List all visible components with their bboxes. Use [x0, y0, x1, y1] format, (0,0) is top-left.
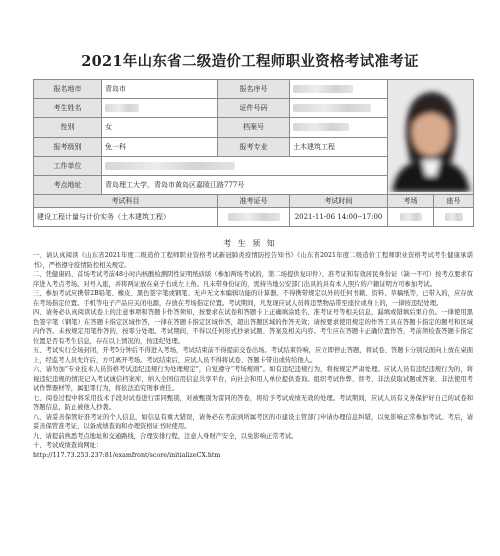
value-id-number	[290, 99, 388, 118]
notice-item: 二、凭健康码、首场考试考前48小时内核酸检测阴性证明纸质版（参加两场考试的，第二场提供复印件）、准考证和有效居民身份证（缺一不可）按考点要求有序进入考点考场。对号入座，并将两证放在桌子右成左上角。凡未带身份证的，需持当地公安部门出具的具有本人照片的户籍证明方可参加考试。	[33, 271, 473, 288]
header-seat: 座号	[434, 195, 474, 208]
notice-title: 考 生 须 知	[223, 239, 277, 248]
notice-item: 四、请务必认真阅读试卷上的注意事项和答题卡作答须知，按要求在试卷和答题卡上正确填涂姓名、准考证号等相关信息，漏填或错填后果自负。一律使用黑色签字笔（钢笔）在答题卡指定区域作答，一律在答题卡指定区域作答，超出答题区域的作答无效；请按要求使用规定的作答工具在答题卡指定的题号和区域内作答。未按规定用笔作答的，按零分处理。考试期间，不得以任何形式抄录试题、答案及相关内容。考生应在答题卡正确位置作答，考前须检查答题卡指定位置是否有考生信息，存在以上情况的，按违纪处理。	[33, 309, 473, 345]
exam-subject: 建设工程计量与计价实务（土木建筑工程）	[34, 208, 218, 227]
value-major: 土木建筑工程	[290, 137, 388, 156]
header-subject: 考试科目	[34, 195, 218, 208]
value-file-no	[290, 118, 388, 137]
label-reg-no: 报名序号	[218, 80, 290, 99]
value-employer	[102, 156, 388, 175]
notice-body	[33, 251, 473, 460]
value-level: 免一科	[102, 137, 218, 156]
label-city: 报名地市	[34, 80, 102, 99]
notice-item: 九、请提前熟悉考点地址和交通路线，合理安排行程，注意人身财产安全，以免影响正常考试。	[33, 432, 298, 440]
value-city: 青岛市	[102, 80, 218, 99]
label-id-number: 证件号码	[218, 99, 290, 118]
redacted-value	[105, 162, 235, 170]
exam-room	[388, 208, 434, 227]
redacted-value	[228, 213, 280, 221]
header-ticket-no: 准考证号	[218, 195, 290, 208]
label-level: 报考级别	[34, 137, 102, 156]
page-title: 2021年山东省二级造价工程师职业资格考试准考证	[81, 53, 419, 70]
label-file-no: 档案号	[218, 118, 290, 137]
notice-item: 七、阅卷过程中将采用技术手段对试卷进行雷同甄别，对被甄别为雷同的答卷，将给予考试成绩无效的处理。考试期间，应试人员有义务保护好自己的试卷和答题信息，防止被他人抄袭。	[33, 394, 473, 411]
value-exam-site: 青岛理工大学，青岛市黄岛区嘉陵江路777号	[102, 175, 388, 194]
value-reg-no	[290, 80, 388, 99]
redacted-value	[293, 123, 349, 131]
header-exam-time: 考试时间	[290, 195, 388, 208]
exam-seat	[434, 208, 474, 227]
label-name: 考生姓名	[34, 99, 102, 118]
notice-item: 十、考试成绩查询网址：	[33, 442, 103, 449]
value-name	[102, 99, 218, 118]
header-room: 考场	[388, 195, 434, 208]
redacted-value	[445, 213, 463, 221]
notice-item: 六、请勿加“专业技术人员资格考试违纪违规行为处理规定”，自觉遵守“考场规则”。如有违纪违规行为，将按规定严肃处理。应试人员有违纪违规行为的，将视违纪违规的情况记入考试诚信档案库，纳入全国信用信息共享平台，向社会和用人单位提供查询。组织考试作弊、替考、非法获取试题或答案、非法使用考试作弊器材等，属犯罪行为，将依法追究刑事责任。	[33, 366, 473, 392]
redacted-value	[400, 213, 422, 221]
redacted-value	[293, 104, 371, 112]
notice-item: 三、参加考试应携带2B铅笔、橡皮、黑色签字笔或钢笔、无声无文本编辑功能的计算器。不得携带规定以外的任何书籍、资料、草稿纸等，已带入的，应存放在考场指定位置。手机等电子产品应关闭电源，存放在考场指定位置。考试期间，凡发现应试人员将违禁物品带至座位或身上的，一律按违纪处理。	[33, 290, 473, 307]
score-query-url: http://117.73.253.237:81/examfront/score/initializeCX.htm	[33, 451, 221, 459]
label-exam-site: 考点地址	[34, 175, 102, 194]
exam-ticket-no	[218, 208, 290, 227]
candidate-photo	[388, 80, 474, 195]
notice-item: 一、请认真阅读《山东省2021年度二级造价工程师职业资格考试新冠肺炎疫情防控告知书》《山东省2021年度二级造价工程师职业资格考试考生健康承诺书》，严格遵守疫情防控相关规定。	[33, 252, 473, 269]
redacted-value	[293, 85, 353, 93]
label-employer: 工作单位	[34, 156, 102, 175]
exam-time: 2021-11-06 14:00--17:00	[290, 208, 388, 227]
portrait-photo-icon	[388, 80, 474, 192]
label-gender: 性别	[34, 118, 102, 137]
admission-info-table	[33, 79, 474, 227]
notice-item: 八、请妥善保管好准考证的个人信息，如信息有重大错误，请务必在考前到所属考区的市建设主管部门申请办理信息纠错，以免影响正常参加考试。考后，请妥善保管准考证，以备成绩查询和办理资格证书时使用。	[33, 413, 473, 430]
redacted-value	[105, 104, 139, 112]
value-gender: 女	[102, 118, 218, 137]
label-major: 报考专业	[218, 137, 290, 156]
notice-item: 五、考试实行全场封闭，开考5分钟后不得进入考场，考试结束前不得提前交卷出场。考试结束铃响，应立即停止答题，将试卷、答题卡分别反面向上放在桌面上，经监考人员允许后，方可离开考场。考试结束后，应试人员不得将试卷、答题卡带出或传给他人。	[33, 347, 473, 364]
